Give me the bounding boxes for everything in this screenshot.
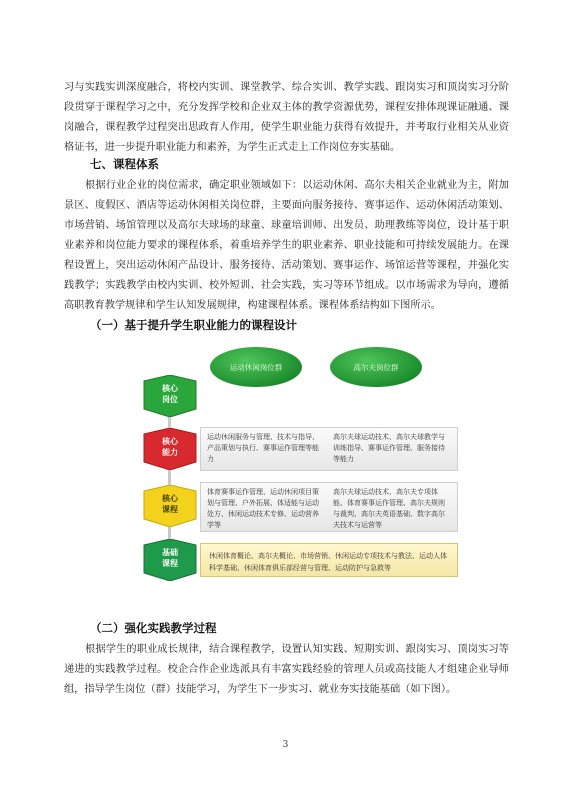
section7-title: 七、课程体系: [90, 157, 159, 171]
sub1-title: （一）基于提升学生职业能力的课程设计: [90, 318, 297, 332]
core-course-right-text: 高尔夫球运动技术、高尔夫专项体能、体育赛事运作管理、高尔夫规则与裁判、高尔夫英语基础、数字高尔夫技术与运营等: [333, 488, 445, 529]
core-course-left-text: 体育赛事运作管理、运动休闲项目策划与管理、户外拓展、体适能与运动处方、休闲运动技术专修、运动营养学等: [207, 488, 319, 529]
post-ellipse-right: 高尔夫岗位群: [330, 347, 422, 387]
level-core-course: [142, 485, 198, 527]
course-structure-diagram: [130, 345, 460, 590]
post-ellipse-left: 运动休闲岗位群: [210, 347, 302, 387]
level-label: 核心 课程: [162, 494, 178, 514]
intro-paragraph: 习与实践实训深度融合，将校内实训、课堂教学、综合实训、教学实践、跟岗实习和顶岗实习分阶段贯穿于课程学习之中，充分发挥学校和企业双主体的教学资源优势，课程安排体现课证融通、课岗融合，课程教学过程突出思政育人作用，使学生职业能力获得有效提升，并考取行业相关从业资格证书，进一步提升职业能力和素养，为学生正式走上工作岗位夯实基础。: [64, 82, 509, 153]
base-course-band: [200, 543, 458, 577]
ability-left-text: 运动休闲服务与管理、技术与指导、产品策划与执行、赛事运作管理等能力: [207, 433, 319, 463]
sub2-title: （二）强化实践教学过程: [90, 621, 217, 635]
level-core-post: [142, 375, 198, 417]
core-course-band: [200, 482, 458, 532]
level-core-ability: [142, 428, 198, 470]
ability-right-text: 高尔夫球运动技术、高尔夫球教学与训练指导、赛事运作管理、服务接待等能力: [333, 433, 445, 463]
level-label: 核心 岗位: [162, 384, 178, 404]
section7-paragraph: 根据行业企业的岗位需求，确定职业领域如下：以运动休闲、高尔夫相关企业就业为主，附加景区、度假区、酒店等运动休闲相关岗位群，主要面向服务接待、赛事运作、运动休闲活动策划、市场营销、场馆管理以及高尔夫球场的球童、球童培训师、出发员、助理教练等岗位，设计基于职业素养和岗位能力要求的课程体系，着重培养学生的职业素养、职业技能和可持续发展能力。在课程设置上，突出运动休闲产品设计、服务接待、活动策划、赛事运作、场馆运营等课程，并强化实践教学；实践教学由校内实训、校外短训、社会实践，实习等环节组成。以市场需求为导向，遵循高职教育教学规律和学生认知发展规律，构建课程体系。课程体系结构如下图所示。: [64, 180, 509, 311]
level-label: 基础 课程: [162, 548, 178, 568]
sub2-paragraph: 根据学生的职业成长规律，结合课程教学，设置认知实践、短期实训、跟岗实习、顶岗实习等递进的实践教学过程。校企合作企业选派具有丰富实践经验的管理人员或高技能人才组建企业导师组，指导学生岗位（群）技能学习，为学生下一步实习、就业夯实技能基础（如下图）。: [64, 644, 509, 695]
page-number: 3: [282, 740, 289, 750]
level-label: 核心 能力: [162, 437, 178, 457]
base-course-text: 休闲体育概论、高尔夫概论、市场营销、休闲运动专项技术与教法、运动人体科学基础、休闲体育俱乐部经营与管理、运动防护与急救等: [209, 552, 447, 572]
ability-band: [200, 427, 458, 471]
level-base-course: [142, 539, 198, 581]
